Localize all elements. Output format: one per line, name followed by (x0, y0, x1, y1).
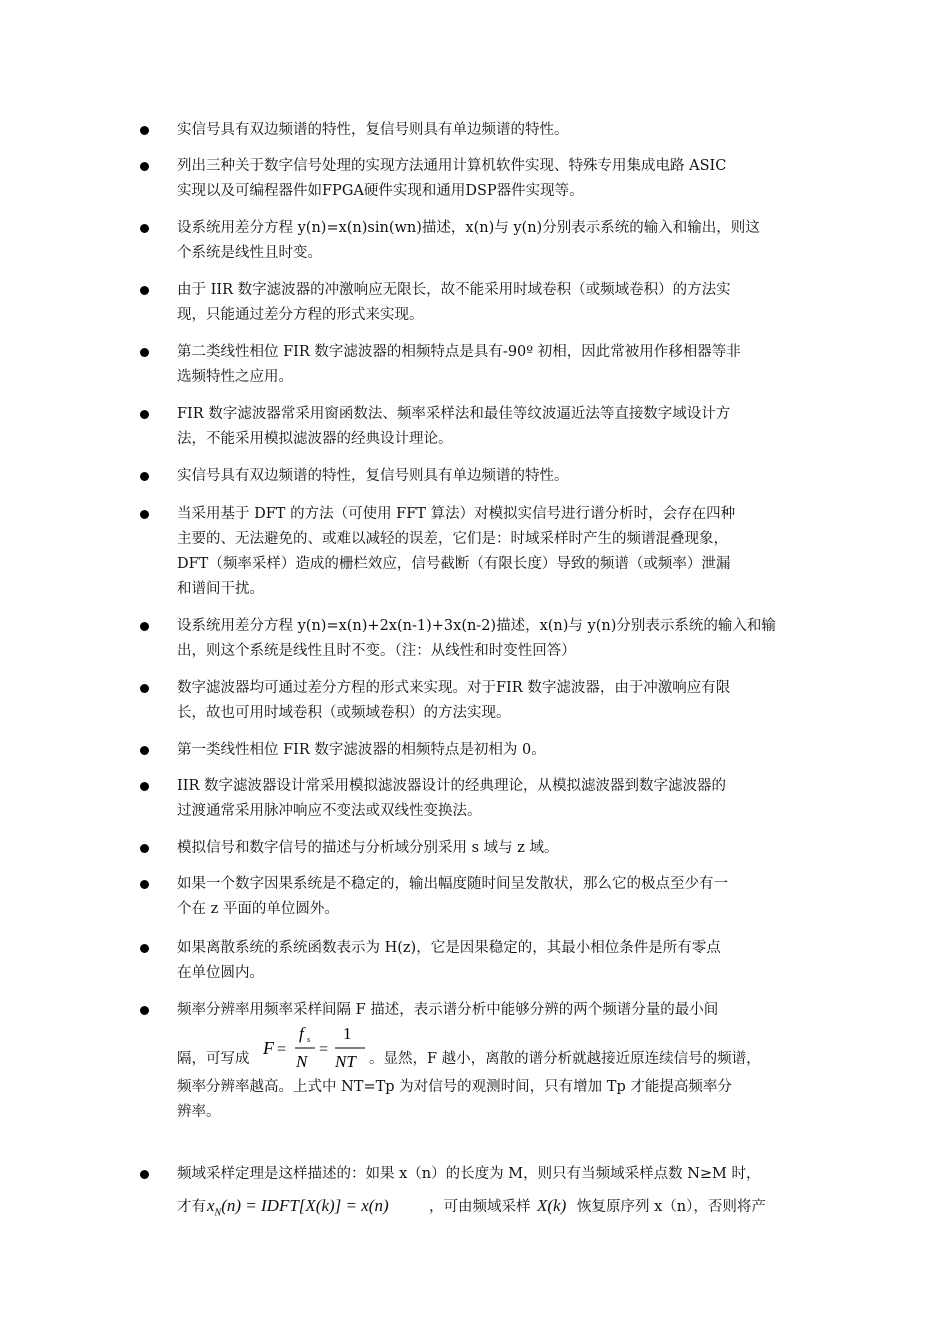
frequency-resolution-formula (261, 1023, 369, 1075)
idft-formula: $x_N(n)$ = IDFT[X(k)] = x(n) (207, 1196, 389, 1219)
text-line: 辨率。 (177, 1104, 221, 1120)
text-line: 实信号具有双边频谱的特性，复信号则具有单边频谱的特性。 (177, 468, 569, 484)
bullet-icon (140, 126, 149, 135)
list-item (140, 676, 815, 726)
text-line: 选频特性之应用。 (177, 369, 293, 385)
list-item (140, 936, 815, 986)
text-line: 频率分辨率用频率采样间隔 F 描述，表示谱分析中能够分辨的两个频谱分量的最小间 (177, 1002, 719, 1018)
list-item (140, 738, 815, 763)
text-fragment: ，可由频域采样 (429, 1199, 531, 1215)
text-line: 第二类线性相位 FIR 数字滤波器的相频特点是具有-90º 初相，因此常被用作移相器等非 (177, 344, 741, 360)
text-line: 个在 z 平面的单位圆外。 (177, 901, 339, 917)
list-item (140, 502, 815, 602)
text-line: 设系统用差分方程 y(n)=x(n)+2x(n-1)+3x(n-2)描述，x(n)与 y(n)分别表示系统的输入和输 (177, 618, 776, 634)
text-line: 过渡通常采用脉冲响应不变法或双线性变换法。 (177, 803, 482, 819)
formula-NT-denominator: NT (335, 1052, 356, 1071)
bullet-icon (140, 684, 149, 693)
bullet-icon (140, 880, 149, 889)
bullet-icon (140, 944, 149, 953)
text-line: 现，只能通过差分方程的形式来实现。 (177, 307, 424, 323)
list-item-frequency-resolution (140, 998, 815, 1125)
text-line: 第一类线性相位 FIR 数字滤波器的相频特点是初相为 0。 (177, 742, 546, 758)
text-line: 法，不能采用模拟滤波器的经典设计理论。 (177, 431, 453, 447)
text-line: 个系统是线性且时变。 (177, 245, 322, 261)
text-line: DFT（频率采样）造成的栅栏效应，信号截断（有限长度）导致的频谱（或频率）泄漏 (177, 556, 731, 572)
list-item (140, 154, 815, 204)
bullet-icon (140, 224, 149, 233)
text-line: 频率分辨率越高。上式中 NT=Tp 为对信号的观测时间，只有增加 Tp 才能提高频率分 (177, 1079, 732, 1095)
text-line: 模拟信号和数字信号的描述与分析域分别采用 s 域与 z 域。 (177, 840, 559, 856)
text-line: 在单位圆内。 (177, 965, 264, 981)
bullet-icon (140, 348, 149, 357)
bullet-icon (140, 472, 149, 481)
formula-fs-subscript: s (307, 1035, 311, 1044)
formula-line (177, 1195, 815, 1223)
text-line: 设系统用差分方程 y(n)=x(n)sin(wn)描述，x(n)与 y(n)分别表示系统的输入和输出，则这 (177, 220, 760, 236)
text-line: 实现以及可编程器件如FPGA硬件实现和通用DSP器件实现等。 (177, 183, 584, 199)
bullet-icon (140, 1170, 149, 1179)
text-line: 长，故也可用时域卷积（或频域卷积）的方法实现。 (177, 705, 511, 721)
formula-equals: = (277, 1041, 287, 1058)
list-item (140, 118, 815, 143)
text-line: 如果离散系统的系统函数表示为 H(z)，它是因果稳定的，其最小相位条件是所有零点 (177, 940, 721, 956)
formula-equals: = (319, 1041, 329, 1058)
bullet-icon (140, 1006, 149, 1015)
list-item (140, 836, 815, 861)
text-fragment: 恢复原序列 x（n），否则将产 (577, 1199, 766, 1215)
formula-N-denominator: N (296, 1052, 308, 1071)
list-item (140, 340, 815, 390)
bullet-icon (140, 844, 149, 853)
formula-F: F (263, 1038, 274, 1058)
list-item (140, 774, 815, 824)
bullet-icon (140, 622, 149, 631)
list-item-sampling-theorem (140, 1162, 815, 1223)
list-item (140, 614, 815, 664)
text-line: 由于 IIR 数字滤波器的冲激响应无限长，故不能采用时域卷积（或频域卷积）的方法实 (177, 282, 731, 298)
text-fragment: 隔，可写成 (177, 1051, 250, 1067)
bullet-icon (140, 746, 149, 755)
list-item (140, 216, 815, 266)
bullet-icon (140, 782, 149, 791)
text-fragment: 才有 (177, 1199, 206, 1215)
text-line: IIR 数字滤波器设计常采用模拟滤波器设计的经典理论，从模拟滤波器到数字滤波器的 (177, 778, 726, 794)
text-line: 如果一个数字因果系统是不稳定的，输出幅度随时间呈发散状，那么它的极点至少有一 (177, 876, 728, 892)
text-fragment: 。显然，F 越小，离散的谱分析就越接近原连续信号的频谱， (369, 1051, 761, 1067)
formula-fs-numerator: f (299, 1024, 304, 1043)
text-line: 频域采样定理是这样描述的：如果 x（n）的长度为 M，则只有当频域采样点数 N≥M 时， (177, 1166, 761, 1182)
text-line: FIR 数字滤波器常采用窗函数法、频率采样法和最佳等纹波逼近法等直接数字域设计方 (177, 406, 731, 422)
list-item (140, 464, 815, 489)
bullet-icon (140, 410, 149, 419)
Xk-symbol: X(k) (537, 1196, 567, 1215)
bullet-icon (140, 510, 149, 519)
list-item (140, 872, 815, 922)
bullet-icon (140, 162, 149, 171)
text-line: 列出三种关于数字信号处理的实现方法通用计算机软件实现、特殊专用集成电路 ASIC (177, 158, 727, 174)
formula-line (177, 1023, 815, 1075)
text-line: 实信号具有双边频谱的特性，复信号则具有单边频谱的特性。 (177, 122, 569, 138)
formula-one-numerator: 1 (343, 1024, 352, 1043)
text-line: 当采用基于 DFT 的方法（可使用 FFT 算法）对模拟实信号进行谱分析时，会存在四种 (177, 506, 736, 522)
text-line: 出，则这个系统是线性且时不变。（注：从线性和时变性回答） (177, 643, 576, 659)
list-item (140, 278, 815, 328)
text-line: 数字滤波器均可通过差分方程的形式来实现。对于FIR 数字滤波器，由于冲激响应有限 (177, 680, 731, 696)
text-line: 主要的、无法避免的、或难以减轻的误差，它们是：时域采样时产生的频谱混叠现象， (177, 531, 728, 547)
bullet-icon (140, 286, 149, 295)
list-item (140, 402, 815, 452)
text-line: 和谱间干扰。 (177, 581, 264, 597)
